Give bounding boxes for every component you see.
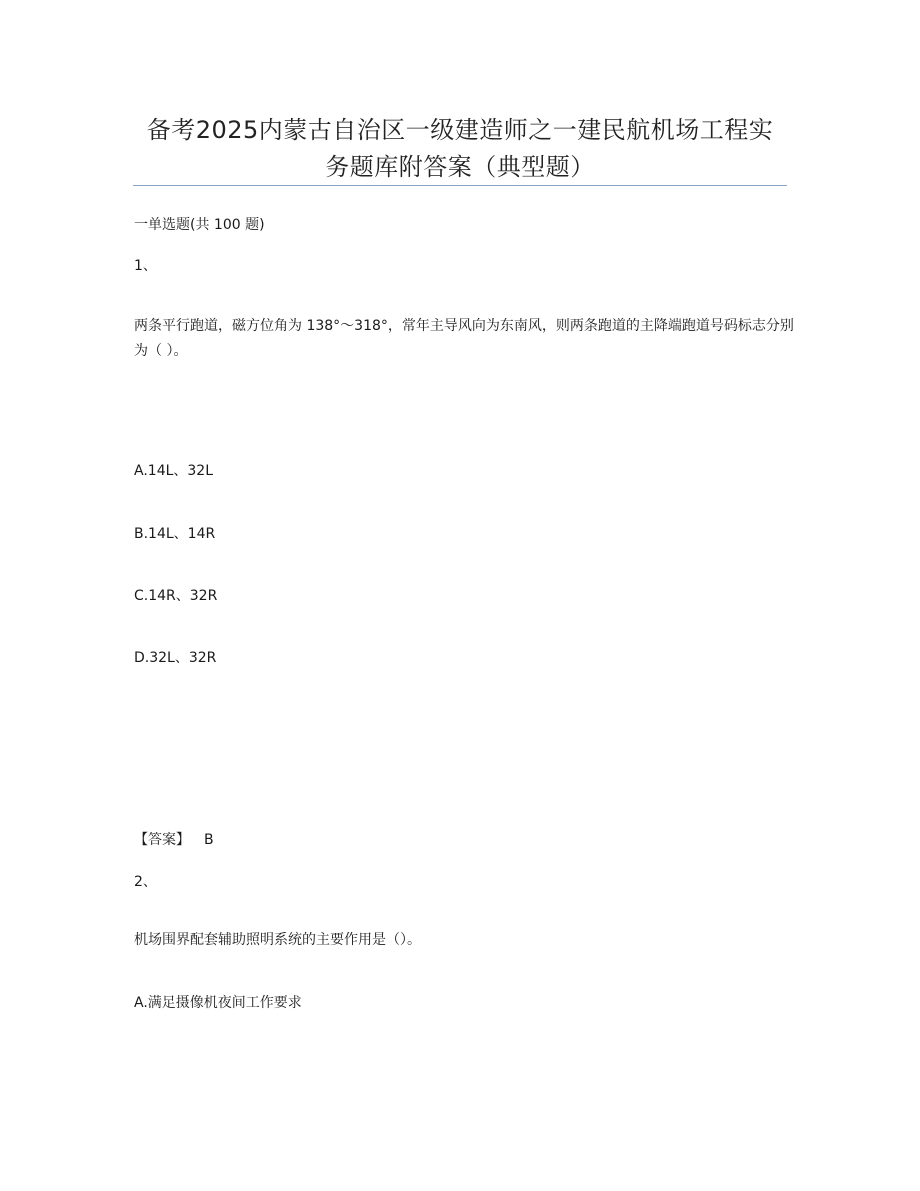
question-2-number: 2、 xyxy=(134,874,157,890)
question-1-option-b: B.14L、14R xyxy=(134,526,216,542)
question-1-option-d: D.32L、32R xyxy=(134,650,217,666)
answer-label: 【答案】 xyxy=(134,832,190,848)
question-2-option-a: A.满足摄像机夜间工作要求 xyxy=(134,995,302,1011)
title-line-1: 备考2025内蒙古自治区一级建造师之一建民航机场工程实 xyxy=(146,116,774,144)
question-1-option-c: C.14R、32R xyxy=(134,588,218,604)
section-label: 一单选题(共 100 题) xyxy=(134,217,265,233)
question-1-stem: 两条平行跑道，磁方位角为 138°～318°，常年主导风向为东南风，则两条跑道的主降端跑道号码标志分别为（ ）。 xyxy=(134,318,794,359)
document-title xyxy=(133,112,787,186)
question-1-answer xyxy=(134,829,214,849)
question-2-stem: 机场围界配套辅助照明系统的主要作用是（）。 xyxy=(134,932,421,948)
title-line-2: 务题库附答案（典型题） xyxy=(325,153,595,181)
title-divider xyxy=(133,185,787,186)
question-1-number: 1、 xyxy=(134,258,157,274)
question-1-option-a: A.14L、32L xyxy=(134,463,214,479)
answer-value: B xyxy=(204,832,214,848)
